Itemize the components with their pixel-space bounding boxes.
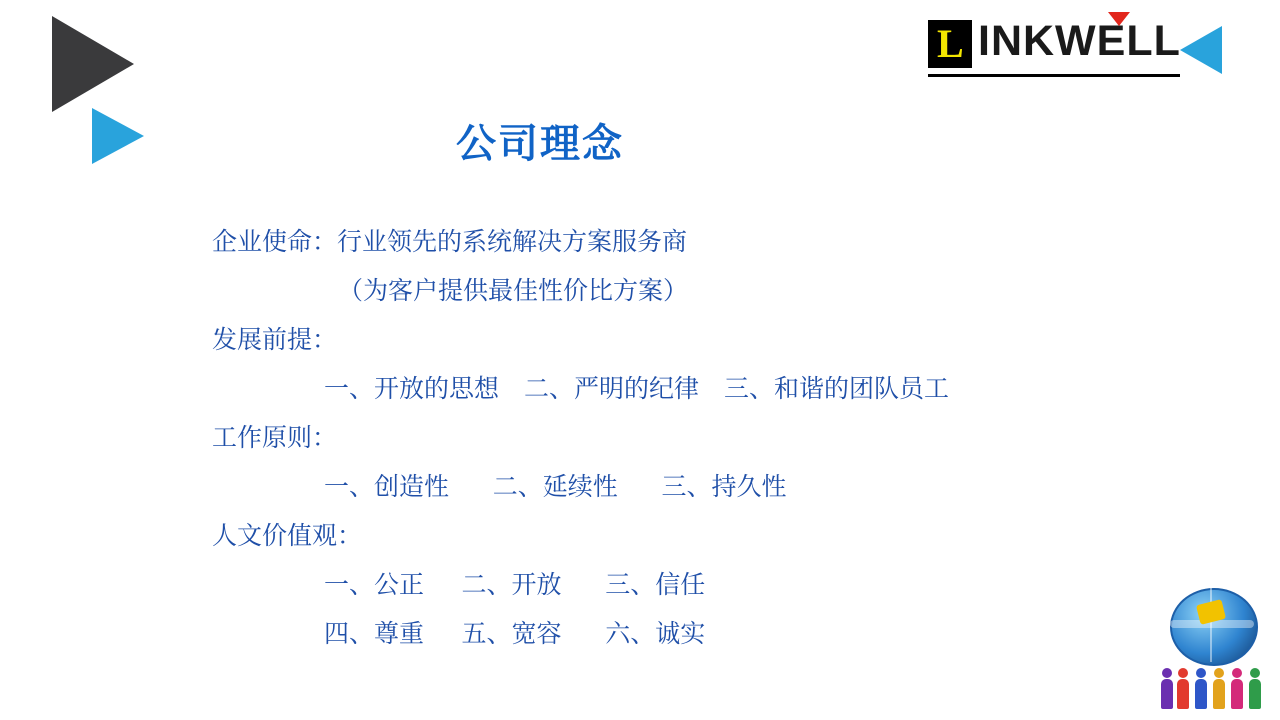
person-figure <box>1194 668 1208 710</box>
person-torso <box>1195 679 1207 709</box>
body-line: 企业使命：行业领先的系统解决方案服务商 <box>212 229 688 256</box>
person-head <box>1196 668 1206 678</box>
logo-blue-triangle-icon <box>1180 26 1222 74</box>
person-torso <box>1231 679 1243 709</box>
person-head <box>1178 668 1188 678</box>
teamwork-globe-image <box>1154 584 1272 712</box>
logo-red-triangle-icon <box>1108 12 1130 26</box>
body-line: 四、尊重 五、宽容 六、诚实 <box>324 621 706 648</box>
page-title: 公司理念 <box>456 122 624 166</box>
slide-body <box>212 218 1212 659</box>
person-torso <box>1213 679 1225 709</box>
person-head <box>1232 668 1242 678</box>
logo-underline <box>928 74 1180 77</box>
body-line: 工作原则： <box>212 425 338 452</box>
person-figure <box>1248 668 1262 710</box>
person-figure <box>1230 668 1244 710</box>
people-group-icon <box>1158 654 1268 710</box>
person-figure <box>1212 668 1226 710</box>
logo-letter-l: L <box>937 21 964 66</box>
person-figure <box>1176 668 1190 710</box>
person-head <box>1250 668 1260 678</box>
play-triangle-dark-icon <box>52 16 134 112</box>
person-head <box>1162 668 1172 678</box>
company-logo <box>928 12 1228 90</box>
person-torso <box>1177 679 1189 709</box>
body-line: （为客户提供最佳性价比方案） <box>338 278 689 305</box>
body-line: 发展前提： <box>212 327 338 354</box>
body-line: 人文价值观： <box>212 523 363 550</box>
body-line: 一、公正 二、开放 三、信任 <box>324 572 706 599</box>
person-torso <box>1161 679 1173 709</box>
person-torso <box>1249 679 1261 709</box>
body-line: 一、创造性 二、延续性 三、持久性 <box>324 474 787 501</box>
logo-letter-box <box>928 20 972 68</box>
person-figure <box>1160 668 1174 710</box>
body-line: 一、开放的思想 二、严明的纪律 三、和谐的团队员工 <box>324 376 950 403</box>
person-head <box>1214 668 1224 678</box>
logo-wordmark: INKWELL <box>978 17 1181 65</box>
